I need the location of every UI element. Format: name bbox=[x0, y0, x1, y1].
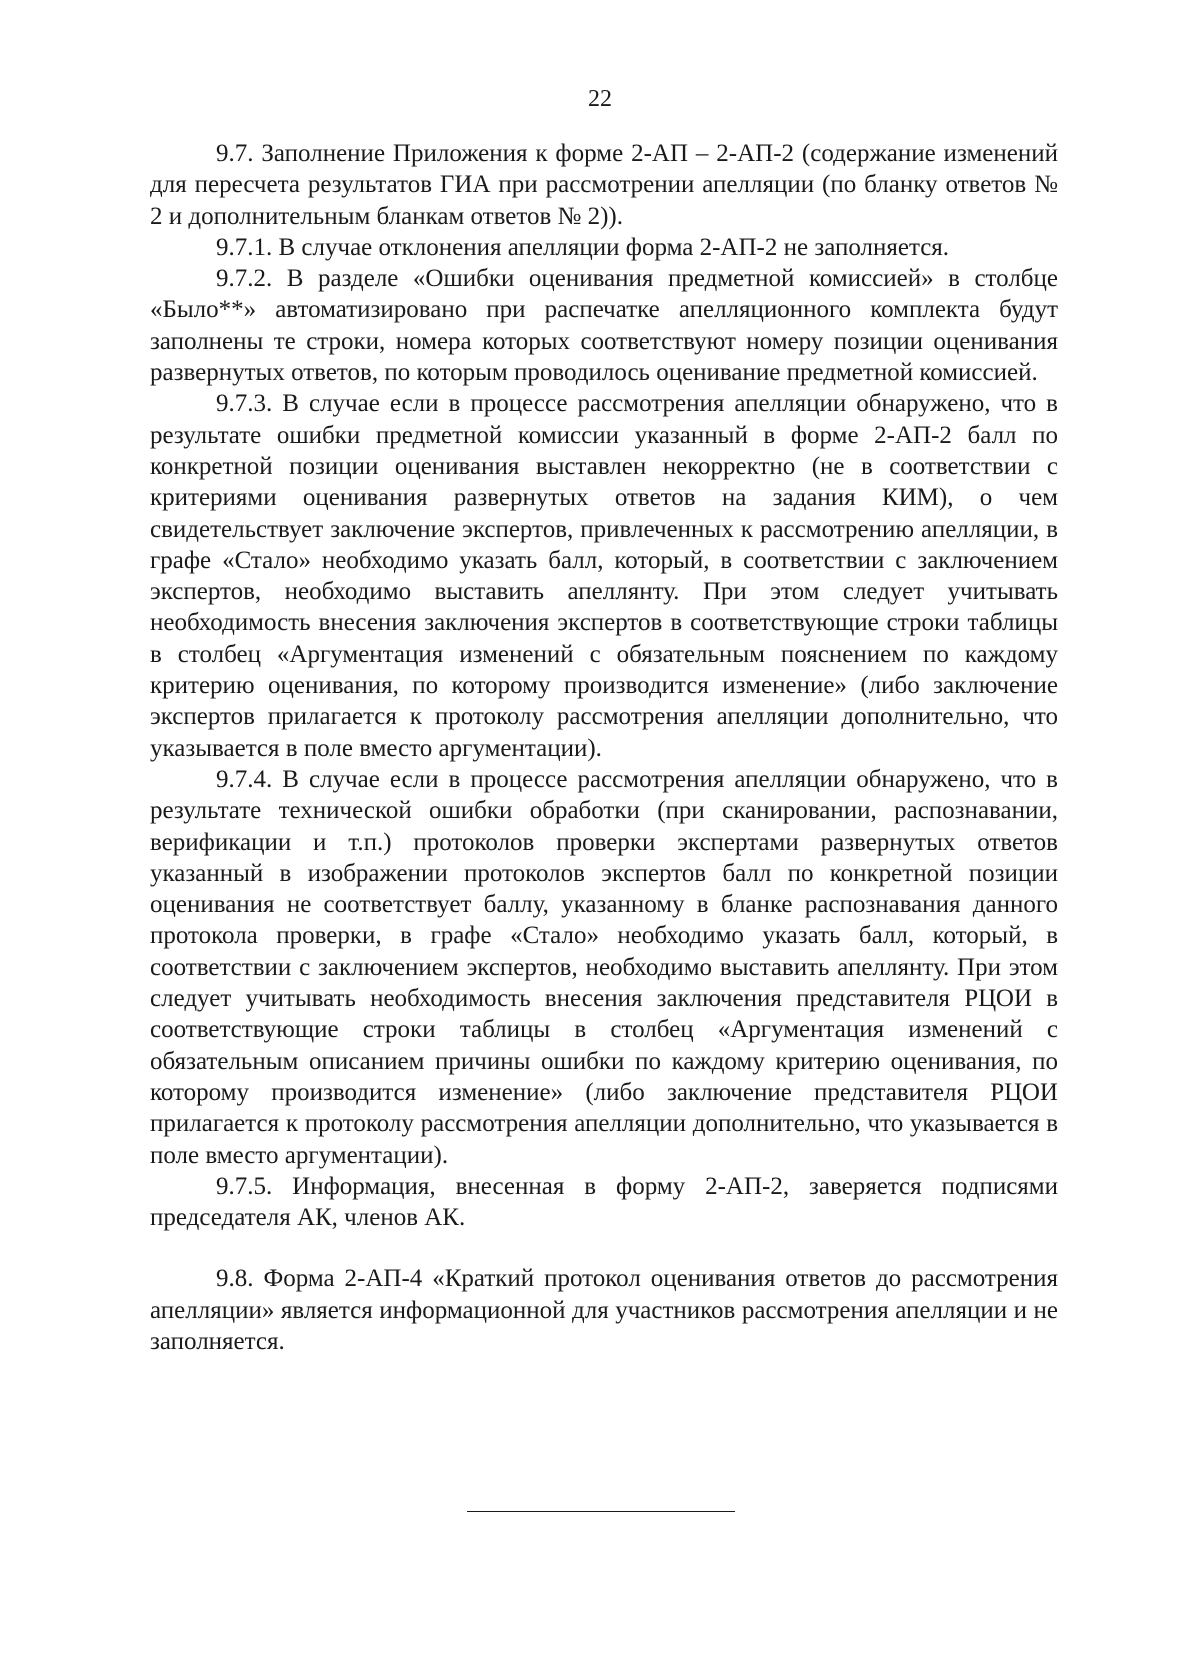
page-number: 22 bbox=[588, 86, 612, 112]
paragraph-9-7-2: 9.7.2. В разделе «Ошибки оценивания предметной комиссией» в столбце «Было**» автоматизировано при распечатке апелляционного комплекта будут заполнены те строки, номера которых соответствуют номеру позиции оценивания развернутых ответов, по которым проводилось оценивание предметной комиссией. bbox=[150, 265, 1058, 387]
closing-rule bbox=[467, 1511, 735, 1512]
paragraph-9-7-5: 9.7.5. Информация, внесенная в форму 2-АП-2, заверяется подписями председателя АК, членов АК. bbox=[150, 1172, 1058, 1232]
document-body bbox=[150, 138, 1058, 1357]
paragraph-9-8: 9.8. Форма 2-АП-4 «Краткий протокол оценивания ответов до рассмотрения апелляции» является информационной для участников рассмотрения апелляции и не заполняется. bbox=[150, 1265, 1058, 1355]
paragraph-9-7: 9.7. Заполнение Приложения к форме 2-АП – 2-АП-2 (содержание изменений для пересчета результатов ГИА при рассмотрении апелляции (по бланку ответов № 2 и дополнительным бланкам ответов № 2)). bbox=[150, 140, 1058, 230]
paragraph-9-7-4: 9.7.4. В случае если в процессе рассмотрения апелляции обнаружено, что в результате технической ошибки обработки (при сканировании, распознавании, верификации и т.п.) протоколов проверки экспертами развернутых ответов указанный в изображении протоколов экспертов балл по конкретной позиции оценивания не соответствует баллу, указанному в бланке распознавания данного протокола проверки, в графе «Стало» необходимо указать балл, который, в соответствии с заключением экспертов, необходимо выставить апеллянту. При этом следует учитывать необходимость внесения заключения представителя РЦОИ в соответствующие строки таблицы в столбец «Аргументация изменений с обязательным описанием причины ошибки по каждому критерию оценивания, по которому производится изменение» (либо заключение представителя РЦОИ прилагается к протоколу рассмотрения апелляции дополнительно, что указывается в поле вместо аргументации). bbox=[150, 765, 1058, 1169]
paragraph-9-7-3: 9.7.3. В случае если в процессе рассмотрения апелляции обнаружено, что в результате ошибки предметной комиссии указанный в форме 2-АП-2 балл по конкретной позиции оценивания выставлен некорректно (не в соответствии с критериями оценивания развернутых ответов на задания КИМ), о чем свидетельствует заключение экспертов, привлеченных к рассмотрению апелляции, в графе «Стало» необходимо указать балл, который, в соответствии с заключением экспертов, необходимо выставить апеллянту. При этом следует учитывать необходимость внесения заключения экспертов в соответствующие строки таблицы в столбец «Аргументация изменений с обязательным пояснением по каждому критерию оценивания, по которому производится изменение» (либо заключение экспертов прилагается к протоколу рассмотрения апелляции дополнительно, что указывается в поле вместо аргументации). bbox=[150, 390, 1058, 762]
paragraph-9-7-1: 9.7.1. В случае отклонения апелляции форма 2-АП-2 не заполняется. bbox=[216, 233, 950, 261]
